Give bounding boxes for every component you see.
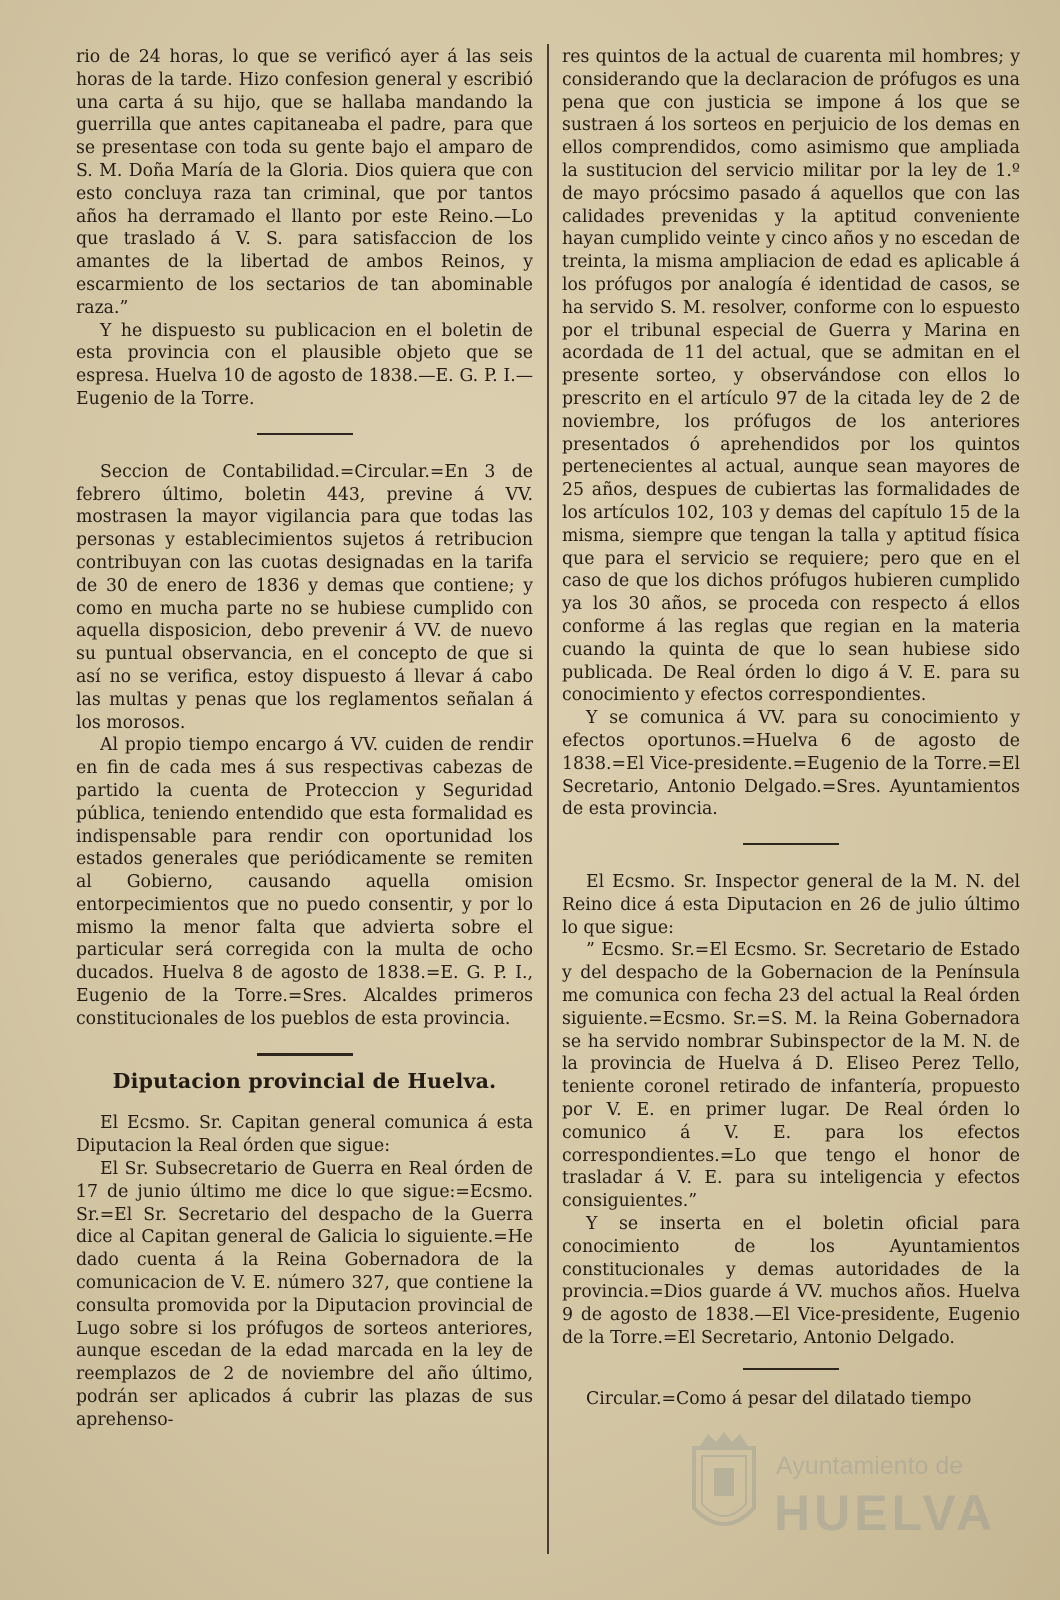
watermark-line-2: HUELVA — [774, 1485, 997, 1541]
paragraph: res quintos de la actual de cuarenta mil hombres; y considerando que la declaracion de prófugos es una pena que con justicia se impone á los que se sustraen á los sorteos en perjuicio de los demas en ellos comprendidos, como asimismo que ampliada la sustitucion del servicio militar por la ley de 1.º de mayo prócsimo pasado á aquellos que con las calidades prevenidas y la aptitud conveniente hayan cumplido veinte y cinco años y no escedan de treinta, la misma ampliacion de edad es aplicable á los prófugos por analogía é identidad de casos, se ha servido S. M. resolver, conforme con lo espuesto por el tribunal especial de Guerra y Marina en acordada de 11 del actual, que se admitan en el presente sorteo, y observándose con ellos lo prescrito en el artículo 97 de la citada ley de 2 de noviembre, los prófugos de los anteriores presentados ó aprehendidos por los quintos pertenecientes al actual, aunque sean mayores de 25 años, despues de cubiertas las formalidades de los artículos 102, 103 y demas del capítulo 15 de la misma, siempre que tengan la talla y aptitud física que para el servicio se requiere; pero que en el caso de que los dichos prófugos hubieren cumplido ya los 30 años, se proceda con respecto á ellos conforme á las reglas que regian en la materia cuando la quinta de que lo sean hubiese sido publicada. De Real órden lo digo á V. E. para su conocimiento y efectos correspondientes. — [562, 47, 1020, 706]
paragraph: Circular.=Como á pesar del dilatado tiempo — [586, 1388, 972, 1409]
section-divider — [743, 843, 839, 845]
section-divider — [743, 1368, 839, 1370]
paragraph: ” Ecsmo. Sr.=El Ecsmo. Sr. Secretario de Estado y del despacho de la Gobernacion de la Península me comunica con fecha 23 del actual la Real órden siguiente.=Ecsmo. Sr.=S. M. la Reina Gobernadora se ha servido nombrar Subinspector de la M. N. de la provincia de Huelva á D. Eliseo Perez Tello, teniente coronel retirado de infantería, propuesto por V. E. en primer lugar. De Real órden lo comunico á V. E. para los efectos correspondientes.=Lo que tengo el honor de trasladar á V. E. para su inteligencia y efectos consiguientes.” — [562, 940, 1020, 1212]
section-divider — [257, 433, 353, 435]
paragraph: El Ecsmo. Sr. Inspector general de la M. N. del Reino dice á esta Diputacion en 26 de julio último lo que sigue: — [562, 872, 1020, 938]
paragraph: Al propio tiempo encargo á VV. cuiden de rendir en fin de cada mes á sus respectivas cabezas de partido la cuenta de Proteccion y Seguridad pública, teniendo entendido que esta formalidad es indispensable para rendir con oportunidad los estados generales que periódicamente se remiten al Gobierno, causando aquella omision entorpecimientos que no puedo consentir, y por lo mismo la menor falta que advierta sobre el particular será corregida con la multa de ocho ducados. Huelva 8 de agosto de 1838.=E. G. P. I., Eugenio de la Torre.=Sres. Alcaldes primeros constitucionales de los pueblos de esta provincia. — [76, 735, 533, 1029]
paragraph: El Ecsmo. Sr. Capitan general comunica á esta Diputacion la Real órden que sigue: — [76, 1113, 533, 1157]
coat-of-arms-icon — [684, 1428, 764, 1548]
section-heading: Diputacion provincial de Huelva. — [112, 1068, 497, 1093]
right-column — [562, 46, 1020, 1411]
paragraph: El Sr. Subsecretario de Guerra en Real órden de 17 de junio último me dice lo que sigue:=Ecsmo. Sr.=El Sr. Secretario del despacho de la Guerra dice al Capitan general de Galicia lo siguiente.=He dado cuenta á la Reina Gobernadora de la comunicacion de V. E. número 327, que contiene la consulta promovida por la Diputacion provincial de Lugo sobre si los prófugos de sorteos anteriores, aunque escedan de la edad marcada en la ley de reemplazos de 2 de noviembre del año último, podrán ser aplicados á cubrir las plazas de sus aprehenso- — [76, 1159, 533, 1430]
paragraph: Y se comunica á VV. para su conocimiento y efectos oportunos.=Huelva 6 de agosto de 1838.=El Vice-presidente.=Eugenio de la Torre.=El Secretario, Antonio Delgado.=Sres. Ayuntamientos de esta provincia. — [562, 708, 1020, 820]
column-divider — [547, 44, 549, 1554]
paragraph: rio de 24 horas, lo que se verificó ayer á las seis horas de la tarde. Hizo confesion general y escribió una carta á su hijo, que se hallaba mandando la guerrilla que antes capitaneaba el padre, para que se presentase con toda su gente bajo el amparo de S. M. Doña María de la Gloria. Dios quiera que con esto concluya raza tan criminal, que por tantos años ha derramado el llanto por este Reino.—Lo que traslado á V. S. para satisfaccion de los amantes de la libertad de ambos Reinos, y escarmiento de los sectarios de tan abominable raza.” — [76, 47, 533, 318]
paragraph: Seccion de Contabilidad.=Circular.=En 3 de febrero último, boletin 443, previne á VV. mostrasen la mayor vigilancia para que todas las personas y establecimientos sujetos á retribucion contribuyan con las cuotas designadas en la tarifa de 30 de enero de 1836 y demas que contiene; y como en mucha parte no se hubiese cumplido con aquella disposicion, debo prevenir á VV. de nuevo su puntual observancia, en el concepto de que si así no se verifica, estoy dispuesto á llevar á cabo las multas y penas que los reglamentos señalan á los morosos. — [76, 461, 533, 733]
paragraph: Y he dispuesto su publicacion en el boletin de esta provincia con el plausible objeto que se espresa. Huelva 10 de agosto de 1838.—E. G. P. I.—Eugenio de la Torre. — [76, 320, 533, 409]
watermark-line-1: Ayuntamiento de — [776, 1452, 964, 1480]
left-column — [76, 46, 533, 1432]
section-divider — [257, 1053, 353, 1056]
watermark — [684, 1428, 1044, 1588]
paragraph: Y se inserta en el boletin oficial para conocimiento de los Ayuntamientos constitucionales y demas autoridades de la provincia.=Dios guarde á VV. muchos años. Huelva 9 de agosto de 1838.—El Vice-presidente, Eugenio de la Torre.=El Secretario, Antonio Delgado. — [562, 1214, 1020, 1349]
